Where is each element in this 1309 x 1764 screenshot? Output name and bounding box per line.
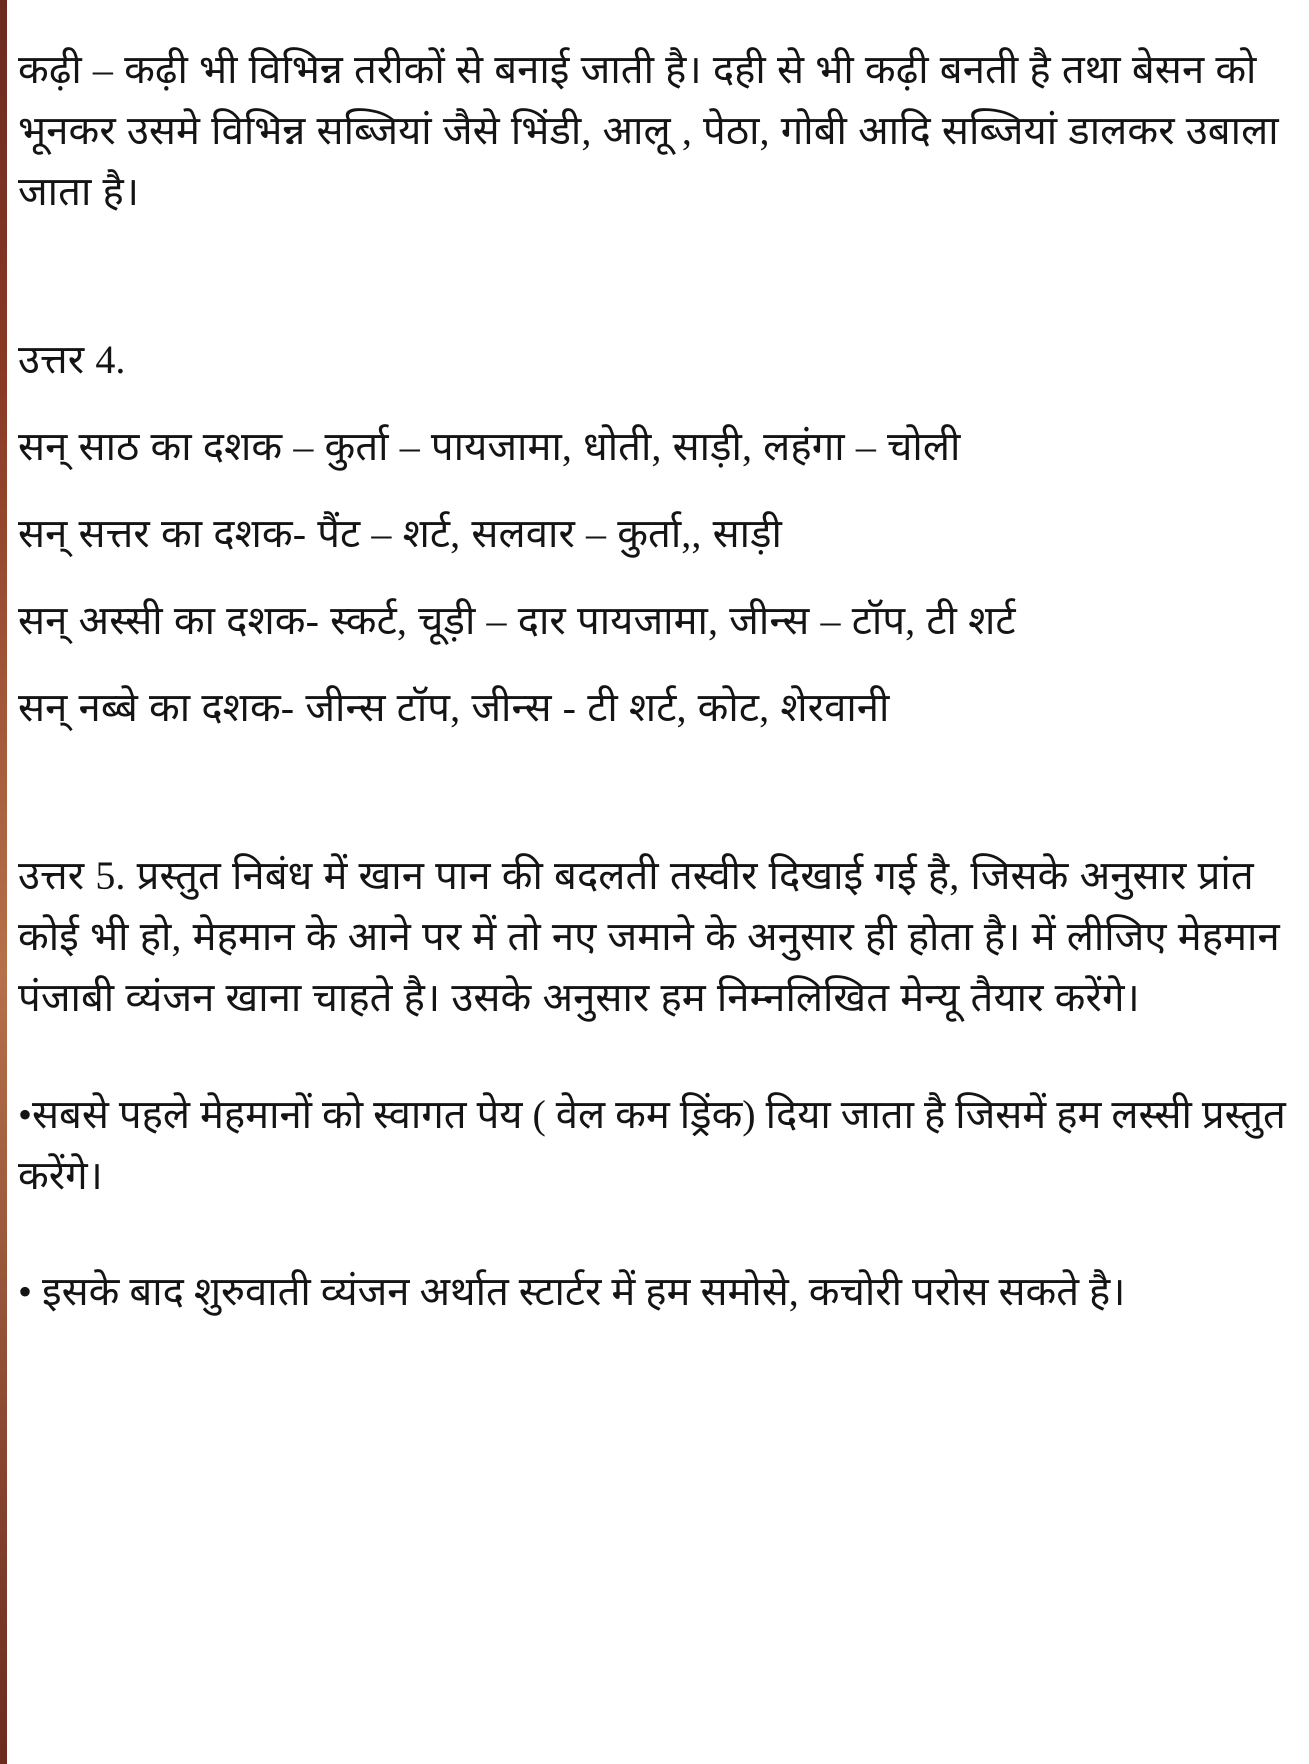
document-body <box>18 40 1289 1323</box>
list-item-decade-seventies: सन् सत्तर का दशक- पैंट – शर्ट, सलवार – कुर्ता,, साड़ी <box>18 510 782 556</box>
paragraph-answer-5: उत्तर 5. प्रस्तुत निबंध में खान पान की बदलती तस्वीर दिखाई गई है, जिसके अनुसार प्रांत कोई भी हो, मेहमान के आने पर में तो नए जमाने के अनुसार ही होता है। में लीजिए मेहमान पंजाबी व्यंजन खाना चाहते है। उसके अनुसार हम निम्नलिखित मेन्यू तैयार करेंगे। <box>18 853 1280 1020</box>
bullet-item-starter: • इसके बाद शुरुवाती व्यंजन अर्थात स्टार्टर में हम समोसे, कचोरी परोस सकते है। <box>18 1269 1126 1315</box>
list-item-decade-sixties: सन् साठ का दशक – कुर्ता – पायजामा, धोती, साड़ी, लहंगा – चोली <box>18 424 961 470</box>
spacer <box>18 1029 1289 1085</box>
spacer <box>18 738 1289 846</box>
list-item-decade-nineties: सन् नब्बे का दशक- जीन्स टॉप, जीन्स - टी शर्ट, कोट, शेरवानी <box>18 684 890 730</box>
spacer <box>18 1206 1289 1262</box>
heading-answer-4: उत्तर 4. <box>18 337 126 383</box>
spacer <box>18 222 1289 330</box>
paragraph-kadhi: कढ़ी – कढ़ी भी विभिन्न तरीकों से बनाई जाती है। दही से भी कढ़ी बनती है तथा बेसन को भूनकर उसमे विभिन्न सब्जियां जैसे भिंडी, आलू , पेठा, गोबी आदि सब्जियां डालकर उबाला जाता है। <box>18 47 1279 214</box>
list-item-decade-eighties: सन् अस्सी का दशक- स्कर्ट, चूड़ी – दार पायजामा, जीन्स – टॉप, टी शर्ट <box>18 597 1016 643</box>
spacer <box>18 391 1289 417</box>
page-left-margin-rule <box>0 0 7 1764</box>
spacer <box>18 565 1289 591</box>
spacer <box>18 478 1289 504</box>
spacer <box>18 652 1289 678</box>
bullet-item-welcome-drink: •सबसे पहले मेहमानों को स्वागत पेय ( वेल कम ड्रिंक) दिया जाता है जिसमें हम लस्सी प्रस्तुत करेंगे। <box>18 1091 1286 1198</box>
